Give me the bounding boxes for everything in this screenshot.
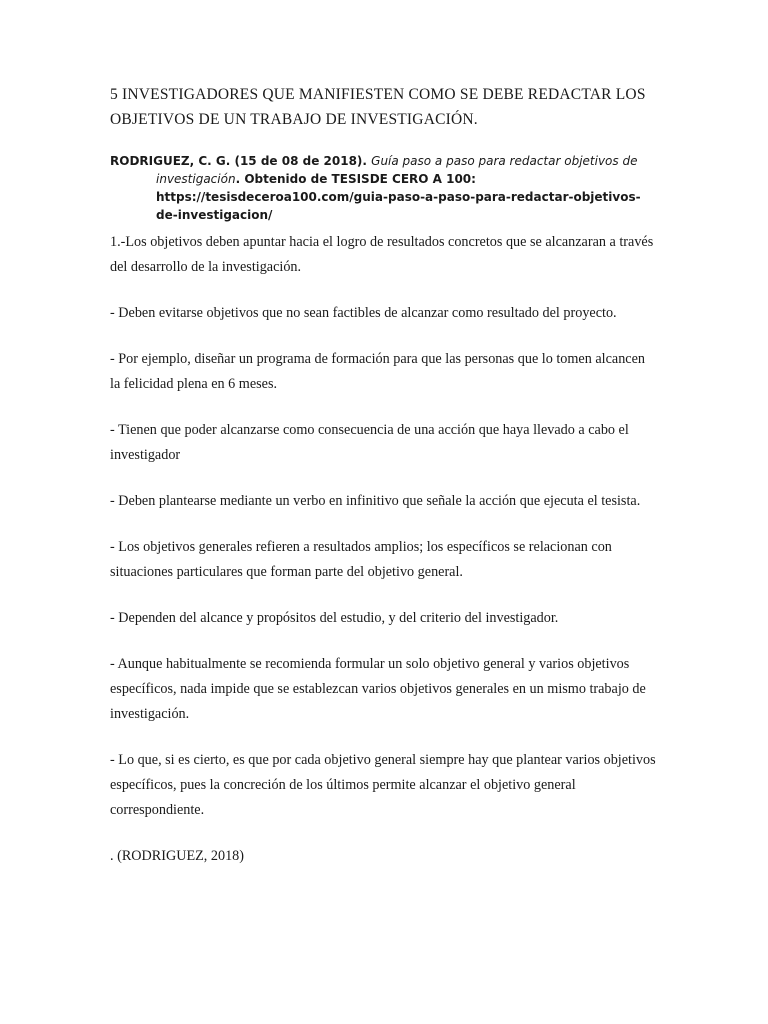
document-title: 5 INVESTIGADORES QUE MANIFIESTEN COMO SE DEBE REDACTAR LOS OBJETIVOS DE UN TRABAJO DE INVESTIGACIÓN.: [110, 86, 646, 128]
paragraph-9: - Lo que, si es cierto, es que por cada objetivo general siempre hay que plantear varios objetivos específicos, pues la concreción de los últimos permite alcanzar el objetivo general correspondiente.: [110, 752, 656, 818]
document-page: [110, 82, 658, 869]
reference-citation: [110, 152, 658, 224]
paragraph-8: - Aunque habitualmente se recomienda formular un solo objetivo general y varios objetivos específicos, nada impide que se establezcan varios objetivos generales en un mismo trabajo de investigación.: [110, 656, 646, 722]
paragraph-1: 1.-Los objetivos deben apuntar hacia el logro de resultados concretos que se alcanzaran a través del desarrollo de la investigación.: [110, 234, 654, 275]
paragraph-4: - Tienen que poder alcanzarse como consecuencia de una acción que haya llevado a cabo el investigador: [110, 422, 629, 463]
reference-source: . Obtenido de TESISDE CERO A 100: https://tesisdeceroa100.com/guia-paso-a-paso-para-redactar-objetivos-de-investigacion/: [156, 172, 641, 222]
paragraph-6: - Los objetivos generales refieren a resultados amplios; los específicos se relacionan con situaciones particulares que forman parte del objetivo general.: [110, 539, 612, 580]
closing-citation: . (RODRIGUEZ, 2018): [110, 848, 244, 864]
paragraph-5: - Deben plantearse mediante un verbo en infinitivo que señale la acción que ejecuta el tesista.: [110, 493, 641, 509]
paragraph-2: - Deben evitarse objetivos que no sean factibles de alcanzar como resultado del proyecto.: [110, 305, 617, 321]
reference-work-title: Guía paso a paso para redactar objetivos de investigación: [156, 154, 638, 186]
reference-author-date: RODRIGUEZ, C. G. (15 de 08 de 2018).: [110, 154, 372, 168]
paragraph-7: - Dependen del alcance y propósitos del estudio, y del criterio del investigador.: [110, 610, 559, 626]
paragraph-3: - Por ejemplo, diseñar un programa de formación para que las personas que lo tomen alcancen la felicidad plena en 6 meses.: [110, 351, 645, 392]
